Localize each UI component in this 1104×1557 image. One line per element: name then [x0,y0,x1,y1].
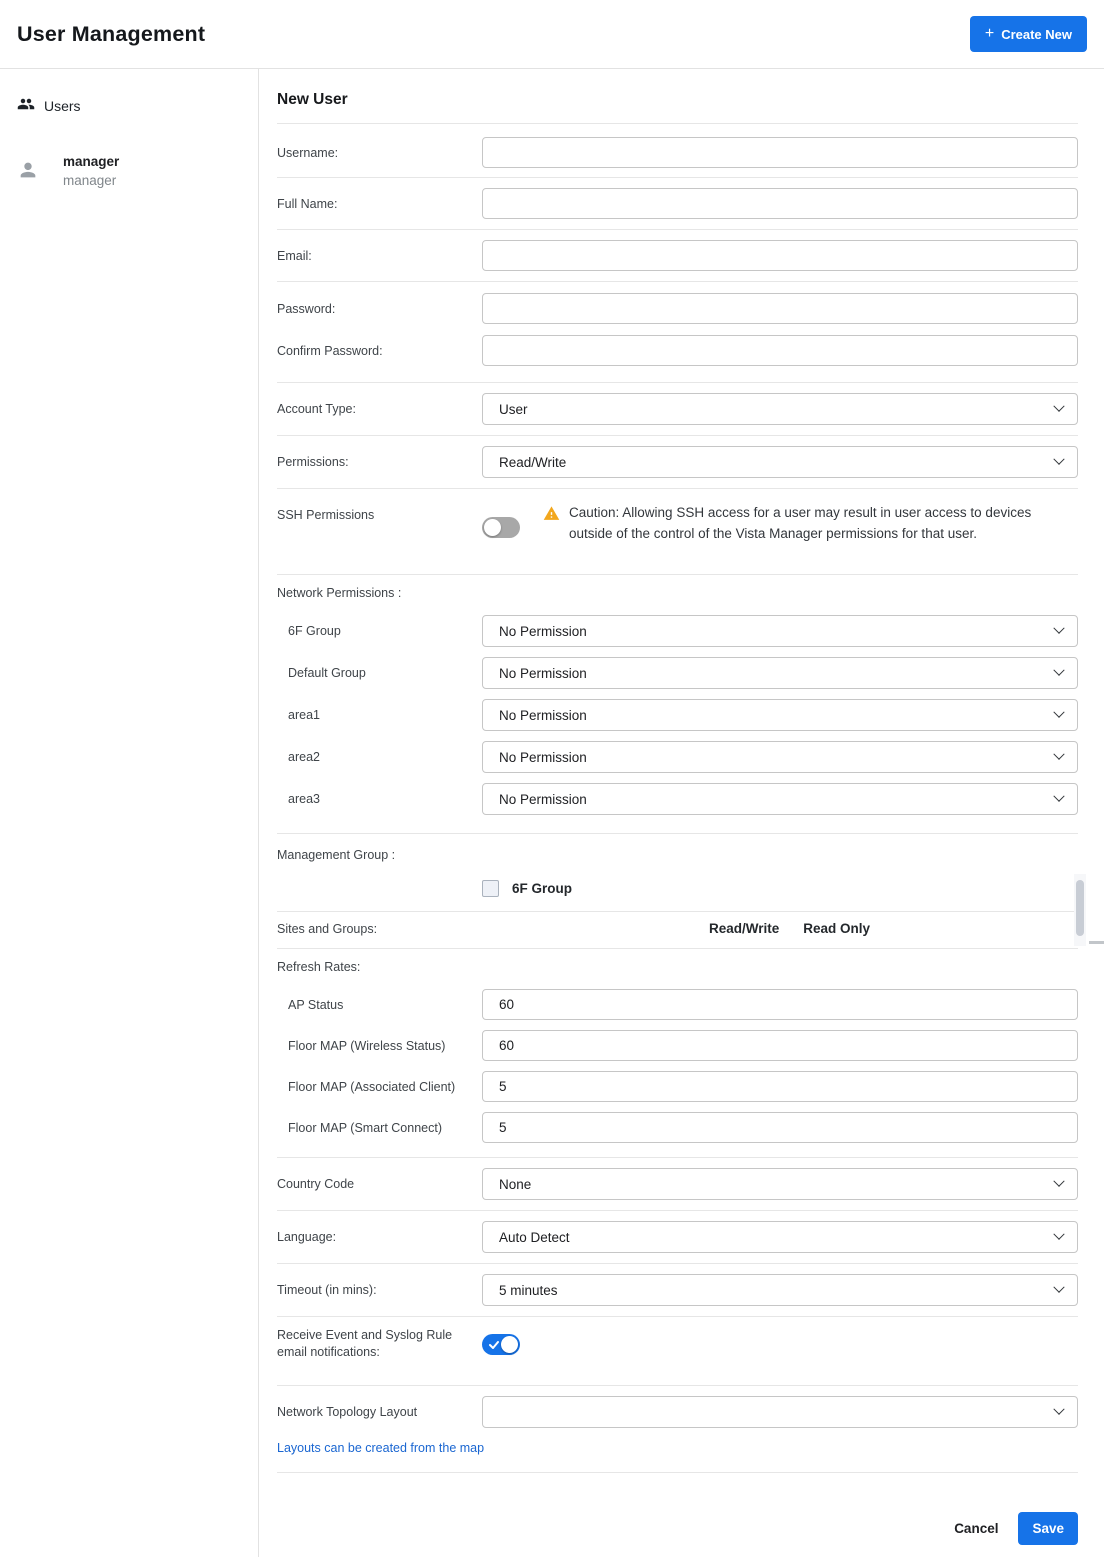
permissions-value: Read/Write [499,454,567,470]
full-name-label: Full Name: [277,196,338,211]
chevron-down-icon [1053,623,1064,634]
network-group-label: area3 [288,792,320,806]
country-code-label: Country Code [277,1177,355,1191]
refresh-rate-input-smart-connect[interactable] [482,1112,1078,1143]
chevron-down-icon [1053,401,1064,412]
permissions-label: Permissions: [277,455,349,469]
chevron-down-icon [1053,1404,1064,1415]
network-topology-layout-select[interactable] [482,1396,1078,1428]
chevron-down-icon [1053,1229,1064,1240]
refresh-rate-label: AP Status [288,997,344,1012]
network-group-label: 6F Group [288,624,341,638]
account-type-select[interactable] [482,393,1078,425]
ssh-permissions-toggle[interactable] [482,517,520,538]
management-group-label: Management Group : [277,848,396,862]
toggle-knob [501,1336,518,1353]
ssh-permissions-label: SSH Permissions [277,508,375,522]
timeout-label: Timeout (in mins): [277,1283,377,1297]
network-group-label: Default Group [288,666,366,680]
sidebar-users-header [0,95,258,116]
account-type-value: User [499,401,528,417]
chevron-down-icon [1053,1176,1064,1187]
scrollbar-track[interactable] [1074,874,1086,946]
window-scrollbar-dash[interactable] [1089,941,1104,944]
ssh-caution-text: Caution: Allowing SSH access for a user may result in user access to devices outside of the control of the Vista Manager permissions for that user. [569,505,1032,541]
users-sidebar [0,69,259,1557]
network-group-label: area2 [288,750,320,764]
management-group-checkbox-6f-group[interactable] [482,880,499,897]
email-notifications-toggle[interactable] [482,1334,520,1355]
network-group-label: area1 [288,708,320,722]
network-group-select-area1[interactable] [482,699,1078,731]
country-code-value: None [499,1176,532,1192]
read-only-column-header: Read Only [803,921,871,936]
plus-icon: + [984,25,995,42]
refresh-rate-input-associated-client[interactable] [482,1071,1078,1102]
cancel-button[interactable]: Cancel [954,1521,999,1536]
refresh-rate-label: Floor MAP (Smart Connect) [288,1120,442,1135]
network-group-value: No Permission [499,665,587,681]
refresh-rate-input-wireless-status[interactable] [482,1030,1078,1061]
management-group-option-label: 6F Group [512,881,572,896]
network-group-value: No Permission [499,623,587,639]
create-new-label: Create New [1001,26,1072,42]
network-group-value: No Permission [499,749,587,765]
network-group-value: No Permission [499,791,587,807]
email-notifications-label: Receive Event and Syslog Rule email notifications: [277,1328,453,1359]
chevron-down-icon [1053,1282,1064,1293]
timeout-value: 5 minutes [499,1282,558,1298]
toggle-knob [484,519,501,536]
network-group-select-area3[interactable] [482,783,1078,815]
users-group-icon [17,95,35,116]
layouts-map-link[interactable]: Layouts can be created from the map [277,1441,485,1455]
email-label: Email: [277,248,312,263]
create-new-button[interactable] [970,16,1087,52]
network-group-select-default-group[interactable] [482,657,1078,689]
network-group-select-area2[interactable] [482,741,1078,773]
scrollbar-thumb[interactable] [1076,880,1084,936]
language-label: Language: [277,1230,337,1244]
user-name: manager [63,154,120,169]
sidebar-users-label: Users [44,97,81,114]
country-code-select[interactable] [482,1168,1078,1200]
username-label: Username: [277,145,339,160]
app-header [0,0,1104,69]
confirm-password-input[interactable] [482,335,1078,366]
refresh-rate-input-ap-status[interactable] [482,989,1078,1020]
language-value: Auto Detect [499,1229,570,1245]
username-input[interactable] [482,137,1078,168]
user-role: manager [63,173,117,188]
chevron-down-icon [1053,791,1064,802]
chevron-down-icon [1053,454,1064,465]
warning-icon [543,502,560,544]
timeout-select[interactable] [482,1274,1078,1306]
refresh-rates-label: Refresh Rates: [277,960,361,974]
sites-and-groups-label: Sites and Groups: [277,921,378,936]
user-avatar-icon [17,159,39,184]
network-group-select-6f-group[interactable] [482,615,1078,647]
permissions-select[interactable] [482,446,1078,478]
chevron-down-icon [1053,665,1064,676]
network-group-value: No Permission [499,707,587,723]
page-title: User Management [17,21,206,46]
password-input[interactable] [482,293,1078,324]
form-title: New User [277,91,348,108]
refresh-rate-label: Floor MAP (Wireless Status) [288,1038,446,1053]
email-input[interactable] [482,240,1078,271]
network-topology-layout-label: Network Topology Layout [277,1405,418,1419]
save-button[interactable]: Save [1018,1512,1078,1545]
full-name-input[interactable] [482,188,1078,219]
chevron-down-icon [1053,707,1064,718]
language-select[interactable] [482,1221,1078,1253]
password-label: Password: [277,301,336,316]
check-icon [489,1340,499,1350]
refresh-rate-label: Floor MAP (Associated Client) [288,1079,456,1094]
sidebar-user-manager[interactable] [0,140,258,202]
new-user-form [259,69,1104,1557]
read-write-column-header: Read/Write [709,921,780,936]
confirm-password-label: Confirm Password: [277,343,383,358]
network-permissions-label: Network Permissions : [277,586,402,600]
chevron-down-icon [1053,749,1064,760]
account-type-label: Account Type: [277,402,356,416]
